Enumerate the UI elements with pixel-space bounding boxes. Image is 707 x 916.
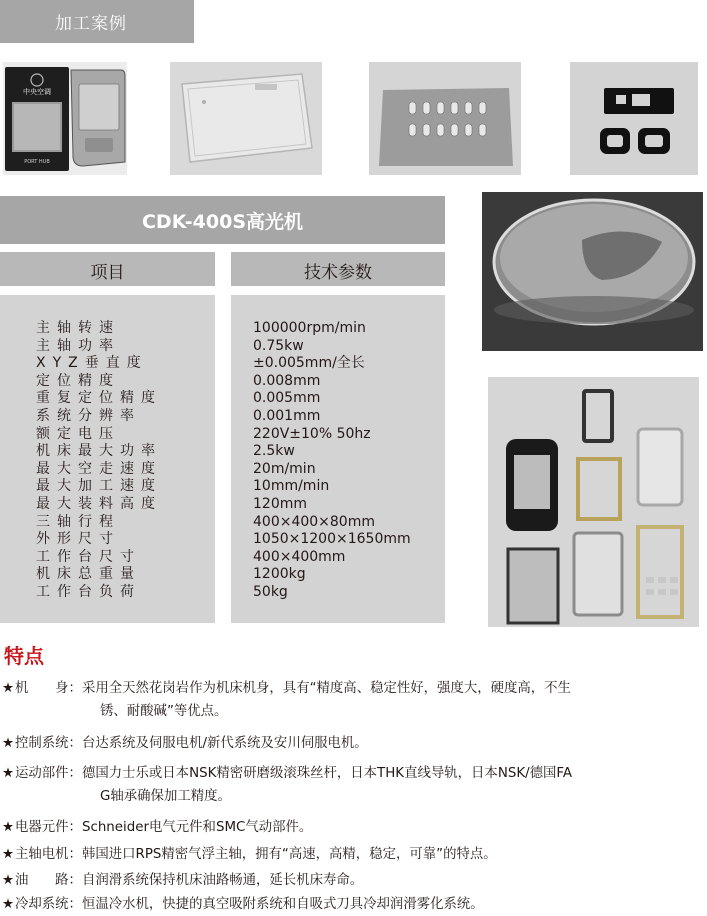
feature-text: Schneider电气元件和SMC气动部件。 <box>81 820 313 835</box>
column-header-params <box>231 252 445 286</box>
star-icon: ★ <box>2 766 15 781</box>
feature-label: 冷却系统： <box>15 897 82 912</box>
spec-value-list <box>253 320 411 602</box>
photo-black-frames <box>570 62 698 175</box>
spec-value: 0.001mm <box>253 407 321 424</box>
spec-value: 220V±10% 50hz <box>253 425 371 442</box>
spec-label: XYZ垂直度 <box>36 355 148 372</box>
card-brand-text: 中央空调 <box>23 88 51 96</box>
feature-label: 主轴电机： <box>15 847 82 862</box>
spec-label-list <box>36 320 162 602</box>
feature-text-continued: 锈、耐酸碱”等优点。 <box>100 704 228 719</box>
feature-item <box>2 869 707 892</box>
spec-value: 0.008mm <box>253 372 321 389</box>
spec-label: 机床最大功率 <box>36 443 162 460</box>
star-icon: ★ <box>2 681 15 696</box>
spec-value: ±0.005mm/全长 <box>253 355 365 372</box>
spec-value: 100000rpm/min <box>253 320 366 336</box>
spec-label: 机床总重量 <box>36 566 141 583</box>
feature-label: 油 路： <box>15 873 82 888</box>
spec-value: 20m/min <box>253 460 316 477</box>
feature-text: 自润滑系统保持机床油路畅通，延长机床寿命。 <box>81 873 364 888</box>
spec-label: 最大空走速度 <box>36 460 162 477</box>
machine-title-bar <box>0 196 445 244</box>
spec-value: 1200kg <box>253 566 306 583</box>
spec-label: 系统分辨率 <box>36 407 141 424</box>
feature-label: 机 身： <box>15 681 82 696</box>
machine-title: CDK-400S高光机 <box>141 211 304 233</box>
column-header-params-label: 技术参数 <box>304 263 372 283</box>
photo-metal-plate <box>369 62 521 175</box>
spec-value: 0.005mm <box>253 390 321 407</box>
star-icon: ★ <box>2 847 15 862</box>
feature-item <box>2 893 707 916</box>
spec-value: 400×400×80mm <box>253 513 375 530</box>
card-sub-text: PORT HUB <box>24 159 50 165</box>
section-tag-label: 加工案例 <box>55 14 127 34</box>
feature-item <box>2 816 707 839</box>
feature-item <box>2 843 707 866</box>
spec-label: 定位精度 <box>36 372 120 389</box>
photo-glass-panel <box>170 62 322 175</box>
spec-label: 三轴行程 <box>36 513 120 530</box>
star-icon: ★ <box>2 736 15 751</box>
spec-label: 主轴功率 <box>36 337 120 354</box>
spec-value: 400×400mm <box>253 548 346 565</box>
star-icon: ★ <box>2 897 15 912</box>
feature-text: 德国力士乐或日本NSK精密研磨级滚珠丝杆，日本THK直线导轨，日本NSK/德国FA <box>81 766 573 781</box>
photo-glass-lens <box>482 192 703 351</box>
feature-text-continued: G轴承确保加工精度。 <box>100 789 231 804</box>
spec-value: 1050×1200×1650mm <box>253 531 411 548</box>
star-icon: ★ <box>2 873 15 888</box>
feature-text: 韩国进口RPS精密气浮主轴，拥有“高速，高精，稳定，可靠”的特点。 <box>81 847 497 862</box>
section-tag <box>0 0 194 43</box>
spec-value: 10mm/min <box>253 478 330 495</box>
spec-label: 主轴转速 <box>36 320 120 336</box>
feature-item <box>2 762 707 808</box>
feature-item <box>2 732 707 755</box>
features-heading: 特点 <box>4 644 44 668</box>
spec-label: 重复定位精度 <box>36 390 162 407</box>
feature-label: 电器元件： <box>15 820 82 835</box>
photo-phone-frames <box>488 377 699 627</box>
feature-text: 恒温冷水机，快捷的真空吸附系统和自吸式刀具冷却润滑雾化系统。 <box>81 897 484 912</box>
star-icon: ★ <box>2 820 15 835</box>
spec-label: 外形尺寸 <box>36 531 120 548</box>
feature-label: 控制系统： <box>15 736 82 751</box>
spec-label: 最大加工速度 <box>36 478 162 495</box>
spec-value: 50kg <box>253 583 288 600</box>
feature-text: 采用全天然花岗岩作为机床机身，具有“精度高、稳定性好，强度大，硬度高，不生 <box>81 681 571 696</box>
spec-label: 最大装料高度 <box>36 495 162 512</box>
spec-label: 额定电压 <box>36 425 120 442</box>
photo-card-panel <box>3 62 127 175</box>
feature-label: 运动部件： <box>15 766 82 781</box>
feature-item <box>2 677 707 723</box>
spec-label: 工作台负荷 <box>36 583 141 600</box>
feature-text: 台达系统及伺服电机/新代系统及安川伺服电机。 <box>81 736 368 751</box>
spec-value: 2.5kw <box>253 443 295 460</box>
spec-label: 工作台尺寸 <box>36 548 141 565</box>
column-header-item <box>0 252 215 286</box>
spec-value: 0.75kw <box>253 337 304 354</box>
spec-value: 120mm <box>253 495 307 512</box>
column-header-item-label: 项目 <box>90 263 125 283</box>
